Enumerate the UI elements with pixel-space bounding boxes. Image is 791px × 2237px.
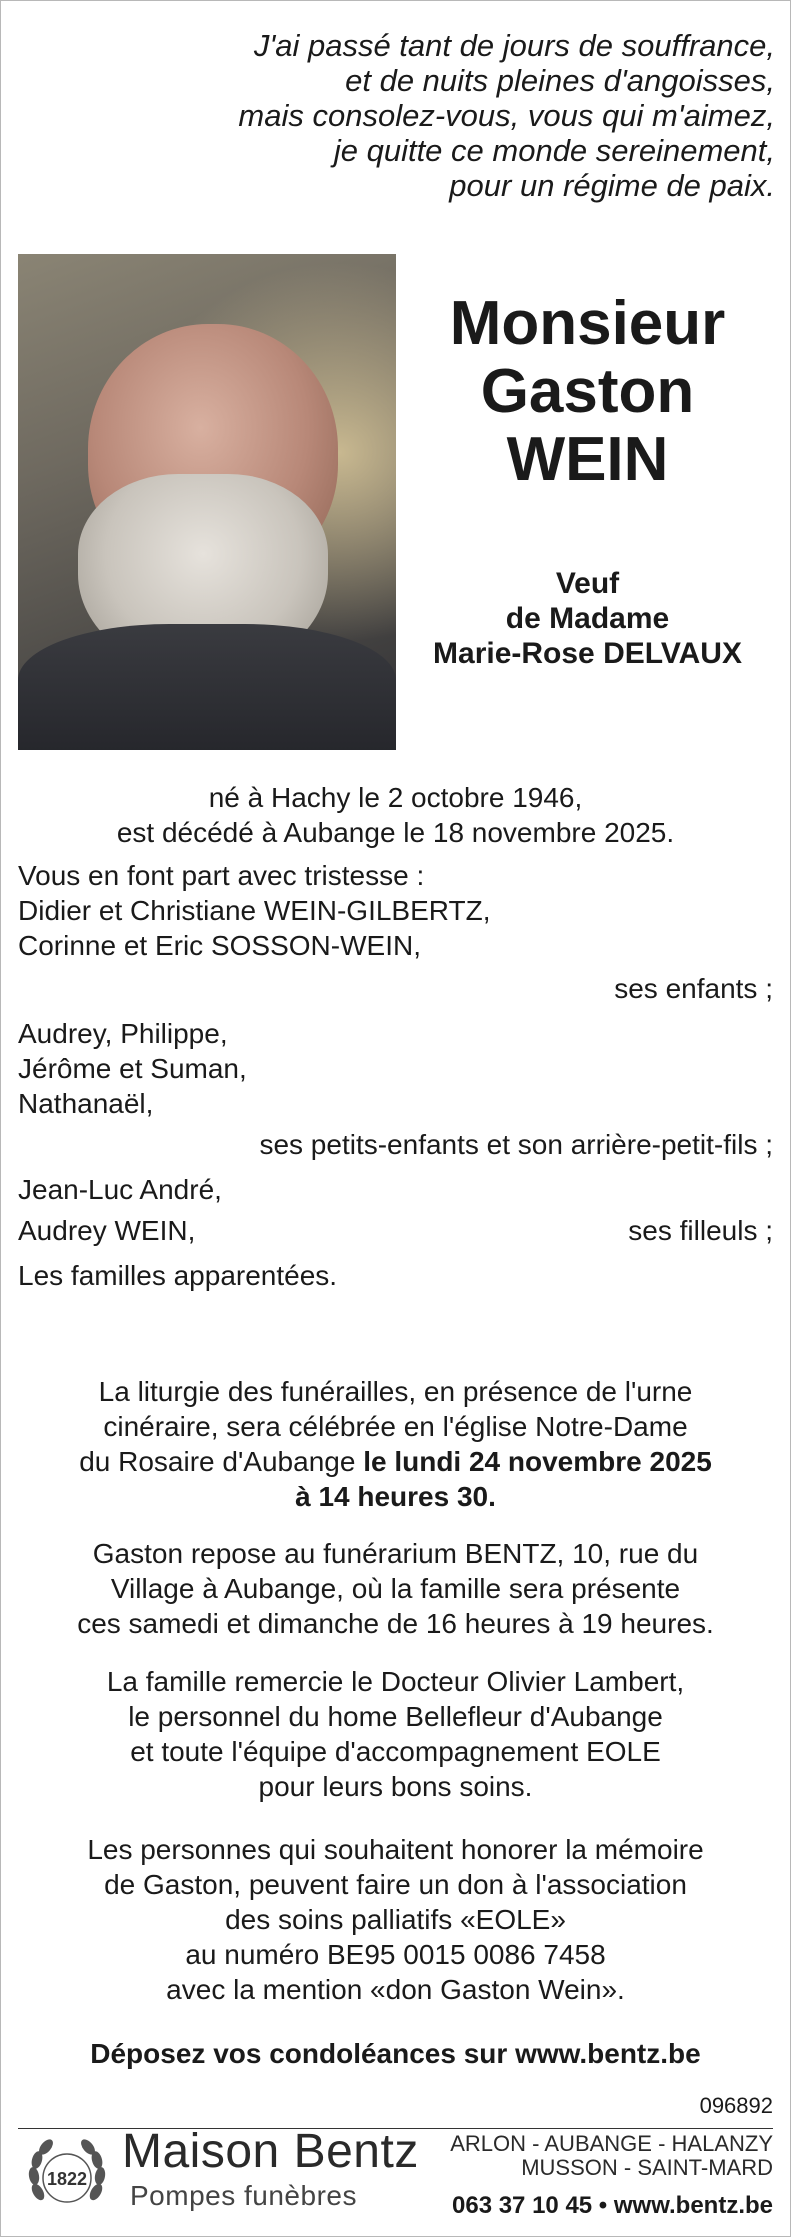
birth-death (18, 780, 773, 850)
poem-line: je quitte ce monde sereinement, (333, 133, 775, 168)
thanks-line: pour leurs bons soins. (258, 1771, 533, 1802)
liturgy-line: du Rosaire d'Aubange (79, 1446, 364, 1477)
families: Les familles apparentées. (18, 1260, 338, 1291)
poem (55, 28, 775, 203)
godchild: Audrey WEIN, (18, 1215, 196, 1246)
godchild: Jean-Luc André, (18, 1174, 222, 1205)
donation-line: au numéro BE95 0015 0086 7458 (185, 1939, 606, 1970)
announce: Vous en font part avec tristesse : (18, 860, 425, 891)
repose (18, 1536, 773, 1641)
children-label: ses enfants ; (614, 973, 773, 1004)
last-name: WEIN (506, 425, 669, 494)
towns-line: MUSSON - SAINT-MARD (521, 2155, 773, 2180)
liturgy-time: à 14 heures 30. (295, 1481, 496, 1512)
thanks (18, 1664, 773, 1804)
poem-line: mais consolez-vous, vous qui m'aimez, (238, 98, 775, 133)
poem-line: J'ai passé tant de jours de souffrance, (253, 28, 775, 63)
laurel-logo-icon (24, 2134, 110, 2220)
liturgy (18, 1374, 773, 1514)
reference-number: 096892 (699, 2093, 773, 2118)
salutation: Monsieur (449, 289, 726, 358)
portrait-photo (18, 254, 396, 750)
towns-line: ARLON - AUBANGE - HALANZY (450, 2131, 773, 2156)
child: Didier et Christiane WEIN-GILBERTZ, (18, 895, 491, 926)
donation-line: des soins palliatifs «EOLE» (225, 1904, 566, 1935)
thanks-line: et toute l'équipe d'accompagnement EOLE (130, 1736, 661, 1767)
grandchildren-label: ses petits-enfants et son arrière-petit-fils ; (259, 1129, 773, 1160)
donation (18, 1832, 773, 2007)
godchildren-label: ses filleuls ; (628, 1215, 773, 1246)
contact-info: 063 37 10 45 • www.bentz.be (452, 2192, 773, 2219)
grandchild: Jérôme et Suman, (18, 1053, 247, 1084)
death-line: est décédé à Aubange le 18 novembre 2025. (116, 817, 675, 848)
footer (18, 2120, 773, 2230)
donation-line: avec la mention «don Gaston Wein». (166, 1974, 625, 2005)
grandchild: Nathanaël, (18, 1088, 154, 1119)
repose-line: Village à Aubange, où la famille sera présente (110, 1573, 681, 1604)
widow-info (400, 566, 775, 671)
birth-line: né à Hachy le 2 octobre 1946, (208, 782, 583, 813)
grandchild: Audrey, Philippe, (18, 1018, 228, 1049)
founding-year: 1822 (46, 2169, 88, 2189)
brand-subtitle: Pompes funèbres (130, 2180, 357, 2211)
family-list (18, 858, 773, 1293)
liturgy-line: cinéraire, sera célébrée en l'église Notre-Dame (103, 1411, 688, 1442)
child: Corinne et Eric SOSSON-WEIN, (18, 930, 421, 961)
widow-line: de Madame (505, 602, 670, 635)
thanks-line: le personnel du home Bellefleur d'Aubange (128, 1701, 663, 1732)
liturgy-date: le lundi 24 novembre 2025 (363, 1446, 712, 1477)
deceased-name (400, 290, 775, 494)
donation-line: Les personnes qui souhaitent honorer la mémoire (87, 1834, 704, 1865)
widow-line: Marie-Rose DELVAUX (433, 637, 742, 670)
condolences: Déposez vos condoléances sur www.bentz.be (90, 2038, 701, 2069)
repose-line: Gaston repose au funérarium BENTZ, 10, rue du (92, 1538, 699, 1569)
repose-line: ces samedi et dimanche de 16 heures à 19 heures. (77, 1608, 714, 1639)
first-name: Gaston (480, 357, 695, 426)
brand-name: Maison Bentz (122, 2125, 419, 2178)
poem-line: et de nuits pleines d'angoisses, (345, 63, 775, 98)
towns (450, 2132, 773, 2180)
liturgy-line: La liturgie des funérailles, en présence de l'urne (98, 1376, 693, 1407)
widow-line: Veuf (555, 567, 620, 600)
poem-line: pour un régime de paix. (449, 168, 775, 203)
donation-line: de Gaston, peuvent faire un don à l'association (104, 1869, 687, 1900)
thanks-line: La famille remercie le Docteur Olivier Lambert, (106, 1666, 685, 1697)
